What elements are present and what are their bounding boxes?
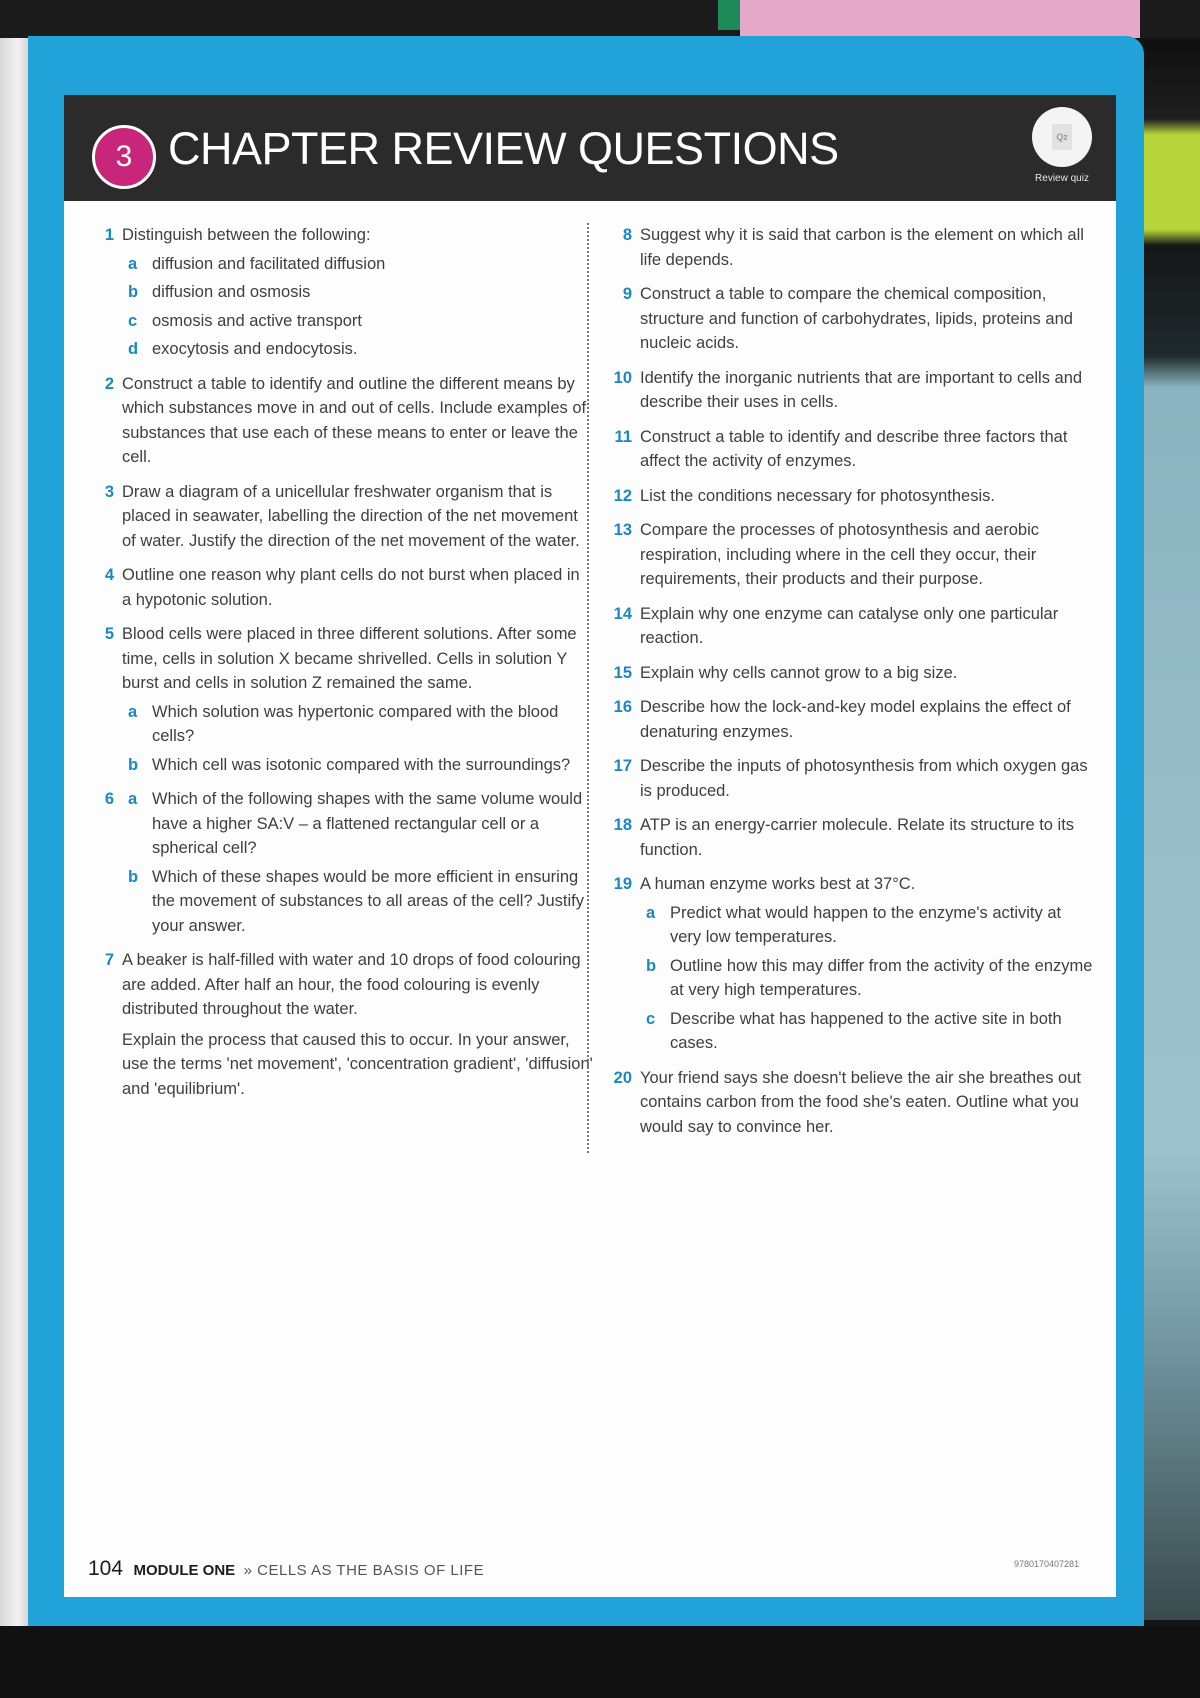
sub-question-text: osmosis and active transport (152, 311, 363, 330)
question-item (88, 622, 593, 777)
question-item (606, 518, 1096, 592)
sub-question (122, 865, 593, 939)
pink-bookmark-tab (740, 0, 1140, 38)
column-divider (587, 223, 589, 1153)
question-item (88, 480, 593, 554)
question-number: 6 (104, 790, 114, 808)
question-number: 19 (613, 875, 632, 893)
sub-question-letter: a (128, 702, 138, 721)
sub-question (122, 753, 593, 778)
question-number: 3 (104, 482, 114, 501)
question-text: Outline one reason why plant cells do not burst when placed in a hypotonic solution. (122, 566, 580, 609)
question-text: ATP is an energy-carrier molecule. Relate its structure to its function. (640, 816, 1075, 859)
textbook-page (64, 95, 1116, 1597)
question-text: A beaker is half-filled with water and 10 drops of food colouring are added. After half an hour, the food colouring is evenly distributed throughout the water. (122, 951, 581, 1018)
sub-question-text: Which cell was isotonic compared with the surroundings? (152, 755, 571, 774)
question-number: 13 (613, 521, 632, 539)
question-extra-text: Explain the process that caused this to occur. In your answer, use the terms 'net movement', 'concentration gradient', 'diffusion' and 'equilibrium'. (122, 1030, 593, 1098)
sub-question-letter: a (646, 903, 656, 922)
sub-question-text: exocytosis and endocytosis. (152, 340, 358, 358)
question-item (88, 563, 593, 612)
sub-question-letter: a (128, 254, 138, 273)
sub-question-text: Describe what has happened to the active site in both cases. (670, 1009, 1062, 1052)
question-item (88, 948, 593, 1101)
sub-question (122, 280, 593, 305)
question-number: 5 (104, 625, 114, 643)
sub-question-text: Which solution was hypertonic compared with the blood cells? (152, 702, 559, 745)
question-item (606, 484, 1096, 509)
sub-question-text: Which of the following shapes with the same volume would have a higher SA:V – a flattened rectangular cell or a spherical cell? (152, 790, 583, 857)
green-bookmark-tab (718, 0, 740, 30)
question-text: Blood cells were placed in three different solutions. After some time, cells in solution X became shrivelled. Cells in solution Y burst and cells in solution Z remained the same. (122, 625, 577, 692)
question-item (606, 1066, 1096, 1140)
question-text: Suggest why it is said that carbon is the element on which all life depends. (640, 226, 1084, 269)
sub-question-text: Outline how this may differ from the activity of the enzyme at very high temperatures. (670, 956, 1093, 999)
question-text: Compare the processes of photosynthesis and aerobic respiration, including where in the cell they occur, their requirements, their products and their purpose. (640, 521, 1039, 588)
page-title: CHAPTER REVIEW QUESTIONS (168, 123, 839, 174)
question-item (606, 282, 1096, 356)
page-curl (0, 38, 30, 1663)
question-text: A human enzyme works best at 37°C. (640, 875, 916, 893)
question-text: Describe how the lock-and-key model explains the effect of denaturing enzymes. (640, 698, 1071, 741)
question-item (606, 366, 1096, 415)
book-stack-edge (1144, 40, 1200, 1620)
sub-question-letter: d (128, 340, 139, 358)
question-number: 10 (613, 368, 632, 387)
sub-question-letter: a (128, 790, 138, 808)
chapter-number-badge: 3 (92, 125, 156, 189)
question-number: 8 (622, 226, 632, 244)
sub-question-letter: b (646, 956, 657, 975)
sub-question-text: Predict what would happen to the enzyme's activity at very low temperatures. (670, 903, 1062, 946)
question-number: 12 (613, 486, 632, 505)
sub-question-text: diffusion and osmosis (152, 283, 311, 301)
question-item (88, 372, 593, 470)
sub-question (640, 954, 1096, 1003)
question-item (606, 425, 1096, 474)
left-question-column (88, 223, 593, 1111)
question-item (606, 661, 1096, 686)
sub-question (122, 787, 593, 861)
question-number: 9 (622, 285, 632, 303)
question-number: 14 (613, 604, 632, 623)
question-text: Explain why cells cannot grow to a big size. (640, 663, 958, 682)
review-quiz-label: Review quiz (1035, 173, 1089, 184)
sub-question (122, 252, 593, 277)
sub-question-letter: b (128, 867, 139, 886)
question-item (606, 754, 1096, 803)
question-text: Draw a diagram of a unicellular freshwater organism that is placed in seawater, labelling the direction of the net movement of water. Justify the direction of the net movement of the water. (122, 482, 580, 550)
question-number: 1 (104, 226, 114, 244)
sub-question-letter: b (128, 283, 139, 301)
question-number: 7 (104, 951, 114, 969)
sub-question-letter: c (646, 1009, 656, 1028)
question-item (88, 223, 593, 362)
question-text: Your friend says she doesn't believe the air she breathes out contains carbon from the food she's eaten. Outline what you would say to convince her. (640, 1068, 1081, 1136)
question-number: 18 (613, 816, 632, 834)
sub-question (122, 309, 593, 334)
question-item (606, 695, 1096, 744)
question-item (606, 223, 1096, 272)
bottom-shadow (0, 1626, 1200, 1698)
question-text: Distinguish between the following: (122, 226, 371, 244)
question-item (88, 787, 593, 938)
question-number: 16 (613, 698, 632, 716)
module-name: MODULE ONE (133, 1562, 236, 1579)
question-text: Construct a table to identify and describe three factors that affect the activity of enzymes. (640, 427, 1068, 470)
question-number: 20 (613, 1068, 632, 1087)
question-number: 2 (104, 374, 114, 393)
question-item (606, 872, 1096, 1056)
question-text: Explain why one enzyme can catalyse only one particular reaction. (640, 604, 1059, 647)
question-item (606, 813, 1096, 862)
sub-question-letter: b (128, 755, 139, 774)
question-text: Construct a table to identify and outline the different means by which substances move in and out of cells. Include examples of substances that use each of these means to enter or leave the cell. (122, 374, 587, 466)
question-text: Identify the inorganic nutrients that are important to cells and describe their uses in cells. (640, 368, 1083, 411)
review-quiz-icon[interactable] (1032, 107, 1092, 167)
quiz-document-icon: Qz (1052, 124, 1072, 150)
chapter-banner (64, 95, 1116, 201)
sub-question-text: diffusion and facilitated diffusion (152, 254, 386, 273)
question-number: 17 (613, 757, 632, 775)
question-text: Construct a table to compare the chemical composition, structure and function of carbohydrates, lipids, proteins and nucleic acids. (640, 285, 1073, 352)
sub-question (122, 700, 593, 749)
right-question-column (606, 223, 1096, 1149)
sub-question (122, 337, 593, 362)
sub-question-text: Which of these shapes would be more efficient in ensuring the movement of substances to all areas of the cell? Justify your answer. (152, 867, 584, 935)
sub-question (640, 1007, 1096, 1056)
question-number: 4 (104, 566, 114, 584)
question-number: 11 (614, 427, 632, 446)
page-footer (88, 1557, 484, 1581)
module-subtitle: » CELLS AS THE BASIS OF LIFE (243, 1562, 485, 1579)
page-number: 104 (88, 1557, 124, 1580)
question-text: List the conditions necessary for photosynthesis. (640, 486, 995, 505)
question-text: Describe the inputs of photosynthesis from which oxygen gas is produced. (640, 757, 1088, 800)
question-number: 15 (613, 663, 632, 682)
question-item (606, 602, 1096, 651)
sub-question (640, 901, 1096, 950)
sub-question-letter: c (128, 311, 138, 330)
isbn: 9780170407281 (1014, 1559, 1080, 1569)
